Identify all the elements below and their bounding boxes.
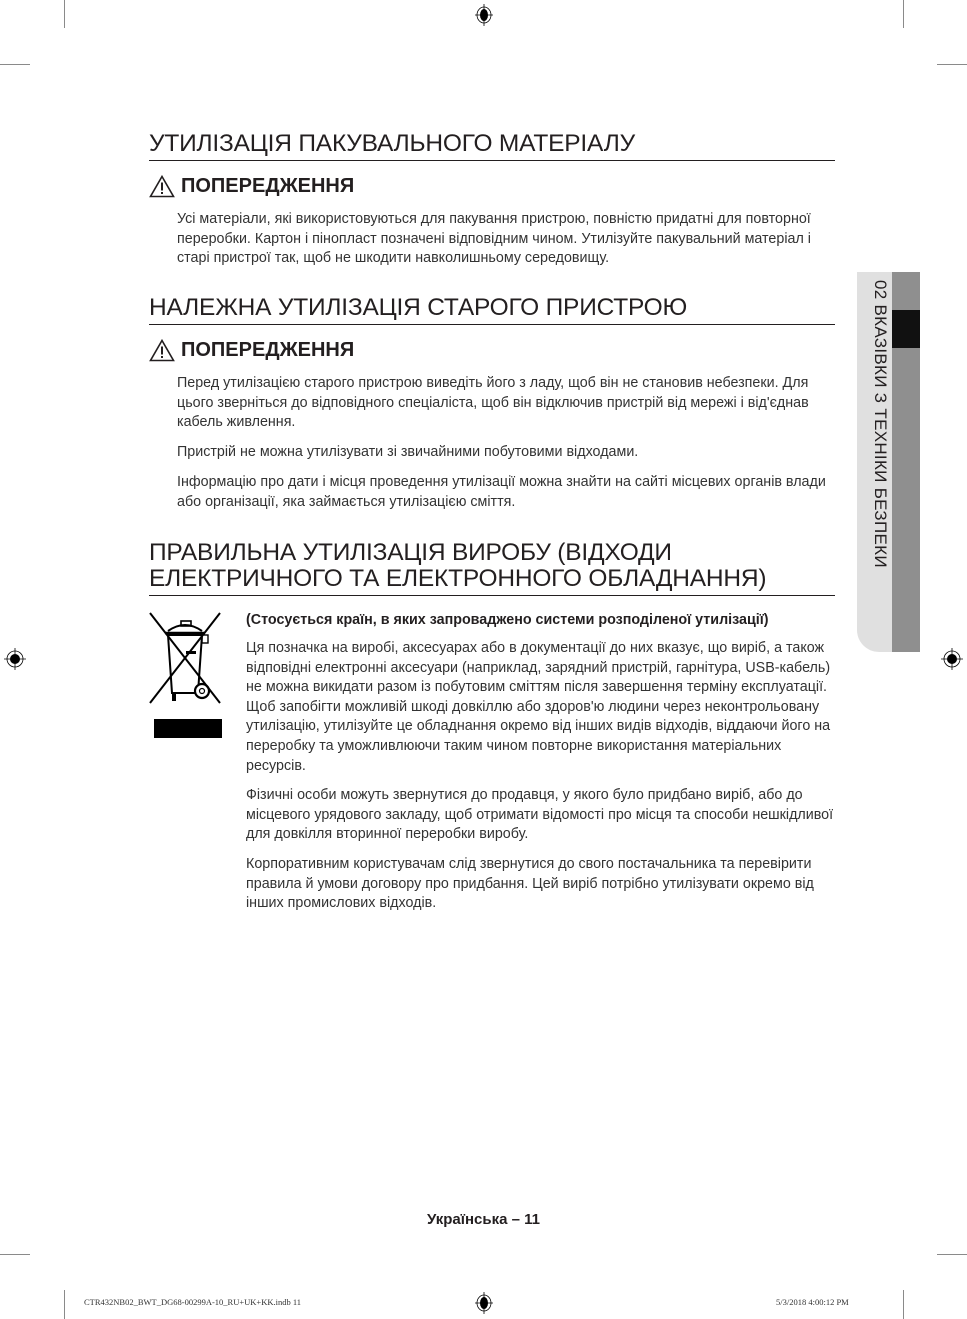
warning-heading bbox=[149, 338, 354, 362]
section-title-weee bbox=[149, 540, 835, 596]
print-slug-filename: CTR432NB02_BWT_DG68-00299A-10_RU+UK+KK.indb 11 bbox=[84, 1297, 302, 1307]
print-slug-timestamp: 5/3/2018 4:00:12 PM bbox=[776, 1297, 849, 1307]
crop-mark bbox=[0, 64, 30, 65]
section-title-line2: ЕЛЕКТРИЧНОГО ТА ЕЛЕКТРОННОГО ОБЛАДНАННЯ) bbox=[149, 565, 767, 592]
chapter-tab-label: 02 ВКАЗІВКИ З ТЕХНІКИ БЕЗПЕКИ bbox=[871, 280, 890, 568]
warning-triangle-icon bbox=[149, 175, 175, 198]
paragraph: Пристрій не можна утилізувати зі звичайними побутовими відходами. bbox=[177, 444, 639, 460]
crop-mark bbox=[64, 0, 65, 28]
crop-mark bbox=[903, 1290, 904, 1319]
paragraph: Інформацію про дати і місця проведення утилізації можна знайти на сайті місцевих органів влади або організації, яка займається утилізацією сміття. bbox=[177, 474, 826, 510]
weee-subtitle: (Стосується країн, в яких запроваджено системи розподіленої утилізації) bbox=[246, 612, 769, 628]
crop-mark bbox=[937, 64, 967, 65]
paragraph: Корпоративним користувачам слід звернутися до свого постачальника та перевірити правила й умови договору про придбання. Цей виріб потрібно утилізувати окремо від інших промислових відходів. bbox=[246, 856, 814, 912]
warning-heading bbox=[149, 174, 354, 198]
paragraph: Перед утилізацією старого пристрою виведіть його з ладу, щоб він не становив небезпеки. Для цього зверніться до відповідного спеціаліста, щоб він відключив пристрій від мережі і від'єднав кабель живлення. bbox=[177, 375, 809, 431]
crop-mark bbox=[0, 1254, 30, 1255]
section-title-old-device: НАЛЕЖНА УТИЛІЗАЦІЯ СТАРОГО ПРИСТРОЮ bbox=[149, 295, 835, 325]
crop-mark bbox=[64, 1290, 65, 1319]
crop-mark bbox=[903, 0, 904, 28]
chapter-tab-marker bbox=[892, 310, 920, 348]
registration-mark-icon bbox=[941, 648, 963, 670]
registration-mark-icon bbox=[473, 4, 495, 26]
registration-mark-icon bbox=[4, 648, 26, 670]
warning-label: ПОПЕРЕДЖЕННЯ bbox=[181, 339, 355, 361]
section-title-line1: ПРАВИЛЬНА УТИЛІЗАЦІЯ ВИРОБУ (ВІДХОДИ bbox=[149, 539, 672, 566]
section-title-packaging: УТИЛІЗАЦІЯ ПАКУВАЛЬНОГО МАТЕРІАЛУ bbox=[149, 131, 835, 161]
weee-crossed-bin-icon bbox=[148, 611, 222, 739]
paragraph: Фізичні особи можуть звернутися до продавця, у якого було придбано виріб, або до місцевого урядового закладу, щоб отримати відомості про місця та способи нешкідливої для довкілля вторинної переробки виробу. bbox=[246, 787, 834, 843]
paragraph: Усі матеріали, які використовуються для пакування пристрою, повністю придатні для повторної переробки. Картон і пінопласт позначені відповідним чином. Утилізуйте пакувальний матеріал і старі пристрої так, щоб не шкодити навколишньому середовищу. bbox=[177, 211, 811, 267]
warning-triangle-icon bbox=[149, 339, 175, 362]
warning-label: ПОПЕРЕДЖЕННЯ bbox=[181, 175, 355, 197]
crop-mark bbox=[937, 1254, 967, 1255]
registration-mark-icon bbox=[473, 1292, 495, 1314]
paragraph: Ця позначка на виробі, аксесуарах або в документації до них вказує, що виріб, а також відповідні електронні аксесуари (наприклад, зарядний пристрій, гарнітура, USB-кабель) не можна викидати разом із побутовим сміттям після завершення терміну експлуатації. Щоб запобігти можливій шкоді довкіллю або здоров'ю людини через неконтрольовану утилізацію, утилізуйте це обладнання окремо від інших видів відходів, віддаючи його на переробку та уможливлюючи таким чином повторне використання матеріальних ресурсів. bbox=[246, 640, 831, 774]
page-number: Українська – 11 bbox=[427, 1211, 540, 1228]
